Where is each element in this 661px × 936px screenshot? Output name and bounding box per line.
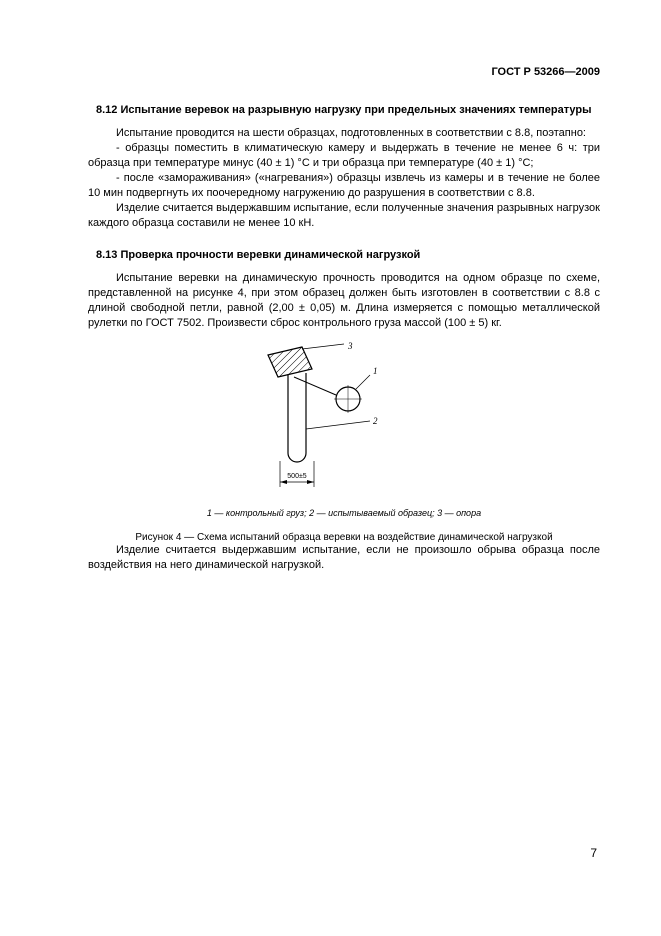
support-hatch-block [268, 347, 312, 377]
figure-caption: Рисунок 4 — Схема испытаний образца веревки на воздействие динамической нагрузкой [135, 532, 553, 543]
dynamic-load-test-diagram [244, 341, 444, 499]
leader-line-support [302, 344, 344, 349]
paragraph: - после «замораживания» («нагревания») образцы извлечь из камеры и в течение не более 10 мин подвергнуть их поочередному нагружению до разрушения в соответствии с 8.8. [88, 172, 600, 199]
figure-label-sample: 2 [373, 416, 378, 426]
section-heading-8-12: 8.12 Испытание веревок на разрывную нагрузку при предельных значениях температуры [96, 104, 592, 116]
dimension-arrow-left [280, 480, 287, 484]
document-code-header: ГОСТ Р 53266—2009 [491, 66, 600, 78]
dimension-arrow-right [307, 480, 314, 484]
leader-line-weight [356, 375, 370, 389]
dimension-text: 500±5 [287, 473, 307, 480]
leader-line-sample [306, 421, 370, 429]
paragraph: Изделие считается выдержавшим испытание, если полученные значения разрывных нагрузок каждого образца составили не менее 10 кН. [88, 202, 600, 229]
rope-loop [288, 373, 306, 462]
paragraph: - образцы поместить в климатическую камеру и выдержать в течение не менее 6 ч: три образца при температуре минус (40 ± 1) °С и три образца при температуре (40 ± 1) °С; [88, 142, 600, 169]
paragraph: Испытание веревки на динамическую прочность проводится на одном образце по схеме, представленной на рисунке 4, при этом образец должен быть изготовлен в соответствии с 8.8 с длиной свободной петли, равной (2,00 ± 0,05) м. Длина измеряется с помощью металлической рулетки по ГОСТ 7502. Произвести сброс контрольного груза массой (100 ± 5) кг. [88, 272, 600, 329]
figure-label-support: 3 [348, 341, 353, 351]
section-heading-8-13: 8.13 Проверка прочности веревки динамической нагрузкой [96, 249, 421, 261]
figure-4 [88, 341, 600, 543]
paragraph: Изделие считается выдержавшим испытание, если не произошло обрыва образца после воздействия на него динамической нагрузкой. [88, 544, 600, 571]
figure-legend: 1 — контрольный груз; 2 — испытываемый образец; 3 — опора [206, 508, 482, 518]
paragraph: Испытание проводится на шести образцах, подготовленных в соответствии с 8.8, поэтапно: [116, 127, 586, 139]
page-number: 7 [590, 846, 597, 860]
figure-label-weight: 1 [373, 366, 378, 376]
rope-to-weight [294, 377, 336, 395]
